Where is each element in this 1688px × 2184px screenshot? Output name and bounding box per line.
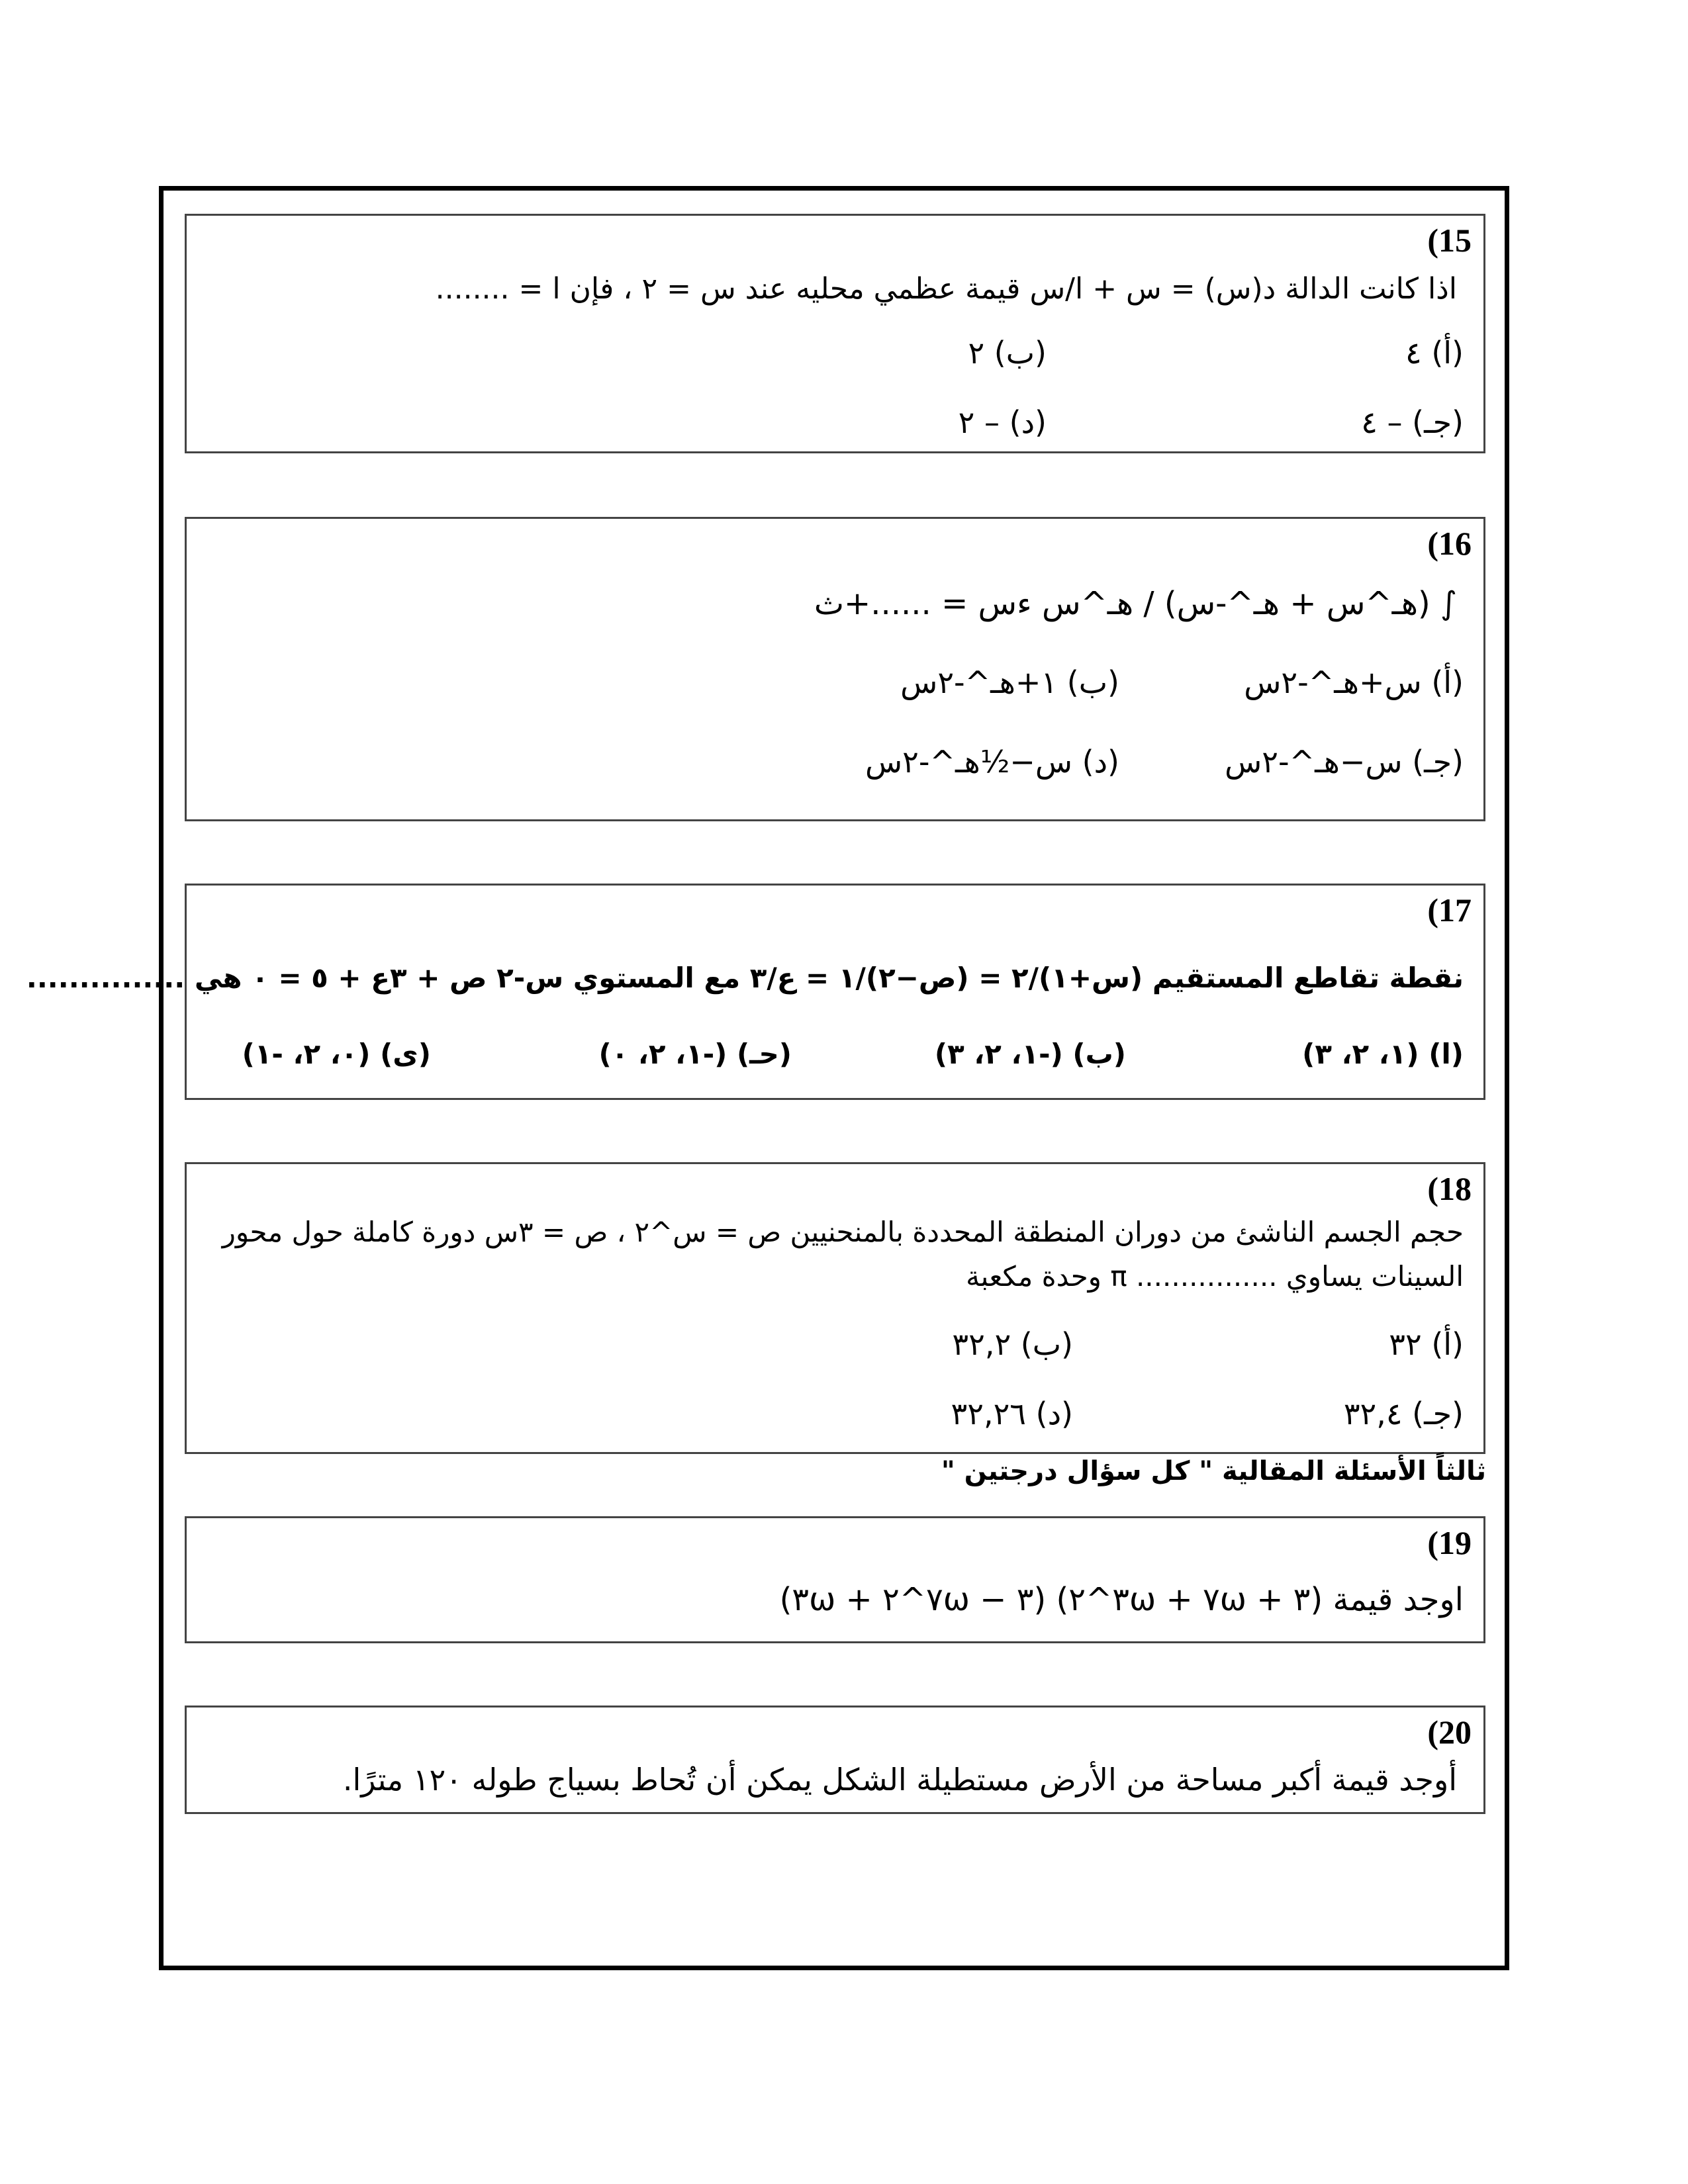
question-number: (19 <box>1427 1524 1472 1561</box>
option-b[interactable]: (ب) (-١، ٢، ٣) <box>934 1038 1126 1070</box>
question-19 <box>185 1516 1485 1643</box>
question-17 <box>26 884 1485 1100</box>
option-c[interactable]: (جـ) س−هـ^-٢س <box>1225 744 1464 780</box>
option-b[interactable]: (ب) ٢ <box>968 335 1047 371</box>
question-text: نقطة تقاطع المستقيم (س+١)/٢ = (ص−٢)/١ = ع/٣ مع المستوي س-٢ ص + ٣ع + ٥ = ٠ هي ............... <box>26 962 1464 994</box>
question-15 <box>185 214 1485 453</box>
question-number: (18 <box>1427 1170 1472 1207</box>
option-d[interactable]: (د) – ٢ <box>958 404 1047 440</box>
question-text: اذا كانت الدالة د(س) = س + ا/س قيمة عظمي محليه عند س = ٢ ، فإن ا = ........ <box>435 272 1457 306</box>
question-text: أوجد قيمة أكبر مساحة من الأرض مستطيلة الشكل يمكن أن تُحاط بسياج طوله ١٢٠ مترًا. <box>342 1762 1457 1797</box>
question-18 <box>185 1162 1485 1454</box>
section-heading: ثالثاً الأسئلة المقالية " كل سؤال درجتين " <box>941 1456 1486 1486</box>
question-text: حجم الجسم الناشئ من دوران المنطقة المحددة بالمنحنيين ص = س^٢ ، ص = ٣س دورة كاملة حول محور <box>222 1216 1464 1248</box>
option-d[interactable]: (د) ٣٢,٢٦ <box>951 1396 1073 1432</box>
option-c[interactable]: (جـ) ٣٢,٤ <box>1343 1396 1464 1432</box>
question-text: ∫ (هـ^س + هـ^-س) / هـ^س ءس = ......+ث <box>814 585 1457 622</box>
option-c[interactable]: (حـ) (-١، ٢، ٠) <box>598 1038 792 1070</box>
option-a[interactable]: (أ) س+هـ^-٢س <box>1244 664 1464 700</box>
option-b[interactable]: (ب) ٣٢,٢ <box>952 1326 1073 1362</box>
option-d[interactable]: (ى) (٠، ٢، -١) <box>242 1038 431 1070</box>
option-a[interactable]: (ا) (١، ٢، ٣) <box>1302 1038 1464 1070</box>
question-20 <box>185 1706 1485 1814</box>
option-a[interactable]: (أ) ٣٢ <box>1389 1326 1464 1362</box>
question-number: (20 <box>1427 1713 1472 1751</box>
question-16 <box>185 517 1485 821</box>
question-number: (15 <box>1427 222 1472 259</box>
question-text: اوجد قيمة (٣ + ٧ω + ٣ω^٢) (٣ − ٧ω^٢ + ٣ω) <box>779 1581 1464 1618</box>
option-d[interactable]: (د) س−½هـ^-٢س <box>865 744 1119 780</box>
option-b[interactable]: (ب) ١+هـ^-٢س <box>900 664 1119 700</box>
option-a[interactable]: (أ) ٤ <box>1405 335 1464 371</box>
option-c[interactable]: (جـ) – ٤ <box>1361 404 1464 440</box>
question-number: (17 <box>1427 891 1472 929</box>
question-number: (16 <box>1427 525 1472 562</box>
question-text-continued: السينات يساوي ................ π وحدة مكعبة <box>966 1260 1464 1293</box>
